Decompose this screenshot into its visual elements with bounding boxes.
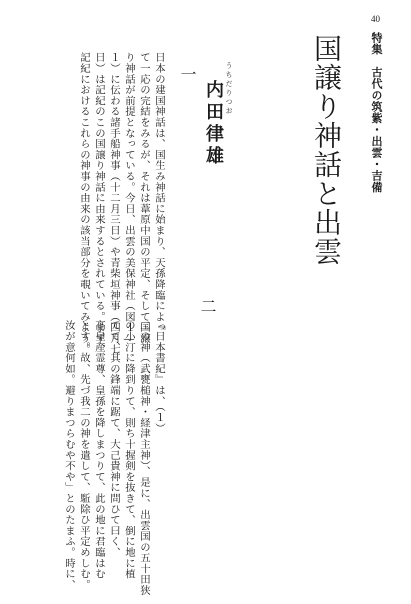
- body-line: り神話が前提となっている。今日、出雲の美保神社（図１―: [123, 52, 135, 346]
- article-title: 国譲り神話と出雲: [310, 34, 343, 266]
- body-line: て一応の完結をみるが、それは葦原中国の平定、そして国譲: [138, 52, 150, 344]
- body-line: の小汀に降到りて、則ち十握剣を抜きて、倒に地に植: [123, 320, 135, 580]
- body-line: てて、其の鋒端に踞て、大己貴神に問ひて曰く、: [108, 320, 120, 558]
- author-reading: うちだりつお: [225, 62, 233, 116]
- body-line: 日）は記紀のこの国譲り神話に由来するとされている。まず、: [93, 52, 105, 355]
- section-two-body: [61, 320, 166, 600]
- section-number-one: 一: [178, 66, 197, 82]
- body-line: 記紀におけるこれらの神事の由来の該当部分を覗いてみよう。: [78, 52, 90, 355]
- body-line: とす。故、先づ我二の神を遣して、駈除ひ平定めしむ。: [78, 320, 90, 590]
- body-line: 二の神（武甕槌神・経津主神）、是に、出雲国の五十田狭: [138, 320, 150, 596]
- body-line: 日本の建国神話は、国生み神話に始まり、天孫降臨によっ: [153, 52, 165, 333]
- section-number-two: 二: [198, 298, 217, 314]
- body-line: 汝が意何如。避りまつらむや不や」とのたまふ。時に、: [63, 320, 75, 590]
- series-label: 特集 古代の筑紫・出雲・吉備: [370, 32, 383, 193]
- section-one-body: [76, 52, 166, 355]
- author-name: 内田律雄: [203, 80, 224, 168]
- page-number: 40: [371, 14, 380, 24]
- body-line: 高皇産霊尊、皇孫を降しまつりて、此の地に君臨はむ: [93, 320, 105, 580]
- body-line: 『日本書紀』は、（１）: [153, 320, 165, 434]
- body-line: １）に伝わる諸手船神事（十二月三日）や青柴垣神事（四月七: [108, 52, 120, 355]
